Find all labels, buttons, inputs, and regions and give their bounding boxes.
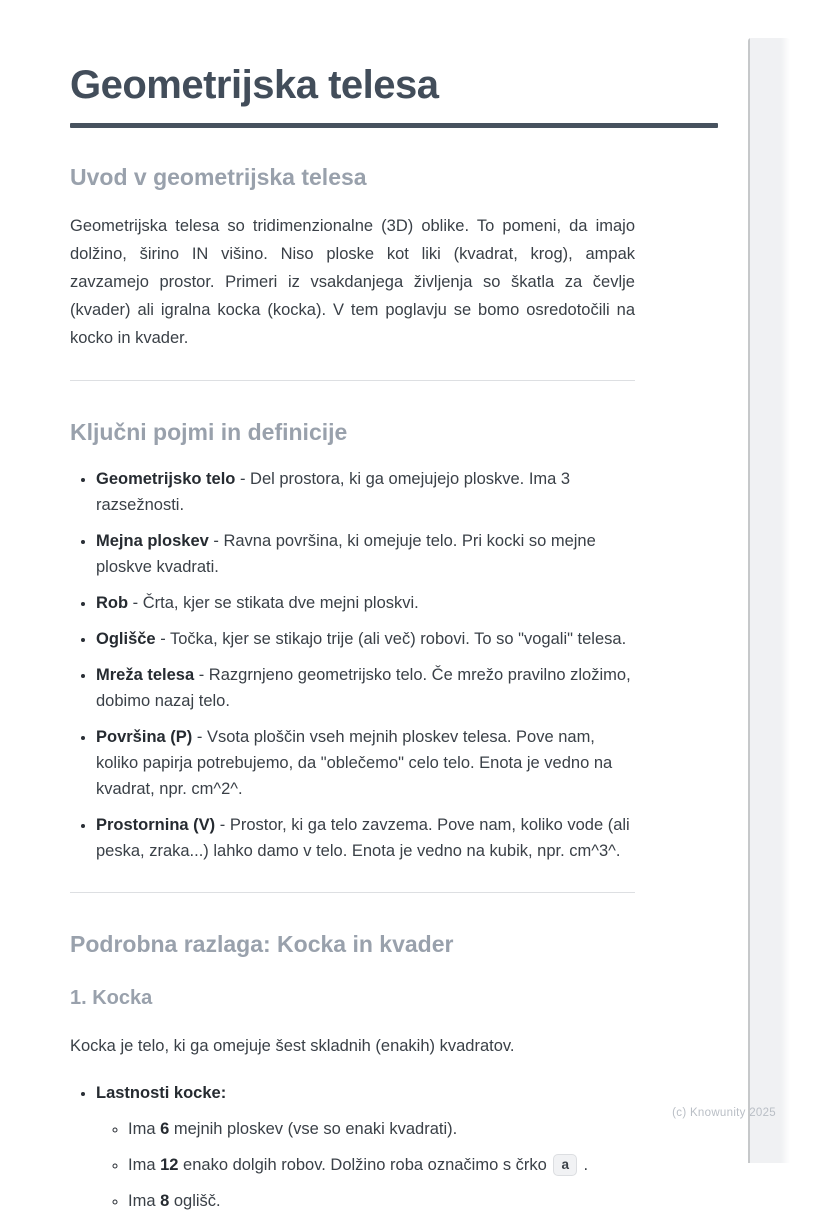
property-text: Ima xyxy=(128,1192,161,1211)
list-item xyxy=(96,662,636,714)
section-divider xyxy=(70,892,635,893)
page-title: Geometrijska telesa xyxy=(70,63,439,107)
list-item xyxy=(96,1080,636,1214)
term-label: Rob xyxy=(96,593,129,612)
list-item xyxy=(96,590,636,616)
list-item xyxy=(96,812,636,864)
list-title: Lastnosti kocke: xyxy=(96,1084,227,1103)
property-text: oglišč. xyxy=(169,1192,221,1211)
property-number: 12 xyxy=(160,1156,179,1175)
section-heading-key-terms: Ključni pojmi in definicije xyxy=(70,419,348,446)
term-definition: - Ravna površina, ki omejuje telo. Pri kocki so mejne ploskve kvadrati. xyxy=(96,531,596,576)
term-label: Površina (P) xyxy=(96,727,193,746)
term-label: Oglišče xyxy=(96,629,156,648)
variable-a-chip: a xyxy=(553,1154,577,1176)
list-item xyxy=(128,1116,636,1142)
term-label: Mejna ploskev xyxy=(96,531,209,550)
title-underline-rule xyxy=(70,123,718,128)
term-label: Geometrijsko telo xyxy=(96,469,236,488)
subsection-heading-kocka: 1. Kocka xyxy=(70,987,153,1010)
list-item xyxy=(96,528,636,580)
term-definition: - Prostor, ki ga telo zavzema. Pove nam, koliko vode (ali peska, zraka...) lahko damo v telo. Enota je vedno na kubik, npr. cm^3^. xyxy=(96,815,630,860)
property-number: 6 xyxy=(160,1120,170,1139)
term-definition: - Črta, kjer se stikata dve mejni ploskvi. xyxy=(128,593,419,612)
kocka-properties-sublist xyxy=(96,1116,636,1214)
list-item xyxy=(128,1188,636,1214)
property-number: 8 xyxy=(160,1192,170,1211)
term-definition: - Razgrnjeno geometrijsko telo. Če mrežo pravilno zložimo, dobimo nazaj telo. xyxy=(96,665,631,710)
term-label: Mreža telesa xyxy=(96,665,195,684)
document-content xyxy=(70,0,718,1224)
intro-paragraph: Geometrijska telesa so tridimenzionalne (3D) oblike. To pomeni, da imajo dolžino, širino IN višino. Niso ploske kot liki (kvadrat, krog), ampak zavzamejo prostor. Primeri iz vsakdanjega življenja so škatla za čevlje (kvader) ali igralna kocka (kocka). V tem poglavju se bomo osredotočili na kocko in kvader. xyxy=(70,217,635,348)
term-label: Prostornina (V) xyxy=(96,815,216,834)
property-text: Ima xyxy=(128,1156,161,1175)
kocka-paragraph: Kocka je telo, ki ga omejuje šest skladnih (enakih) kvadratov. xyxy=(70,1037,515,1056)
next-page-edge xyxy=(748,38,790,1163)
property-text: Ima xyxy=(128,1120,161,1139)
section-heading-intro: Uvod v geometrijska telesa xyxy=(70,164,367,190)
list-item xyxy=(96,724,636,802)
copyright-watermark: (c) Knowunity 2025 xyxy=(672,1107,776,1119)
key-terms-list xyxy=(70,466,636,864)
list-item xyxy=(128,1152,636,1178)
property-text: . xyxy=(578,1156,589,1175)
property-text: mejnih ploskev (vse so enaki kvadrati). xyxy=(169,1120,458,1139)
list-item xyxy=(96,626,636,652)
property-text: enako dolgih robov. Dolžino roba označimo s črko xyxy=(178,1156,552,1175)
term-definition: - Točka, kjer se stikajo trije (ali več) robovi. To so "vogali" telesa. xyxy=(155,629,627,648)
term-definition: - Vsota ploščin vseh mejnih ploskev telesa. Pove nam, koliko papirja potrebujemo, da "oblečemo" celo telo. Enota je vedno na kvadrat, npr. cm^2^. xyxy=(96,727,613,798)
section-divider xyxy=(70,380,635,381)
list-item xyxy=(96,466,636,518)
section-heading-detail: Podrobna razlaga: Kocka in kvader xyxy=(70,930,454,957)
kocka-properties-list xyxy=(70,1080,636,1214)
term-definition: - Del prostora, ki ga omejujejo ploskve. Ima 3 razsežnosti. xyxy=(96,469,571,514)
